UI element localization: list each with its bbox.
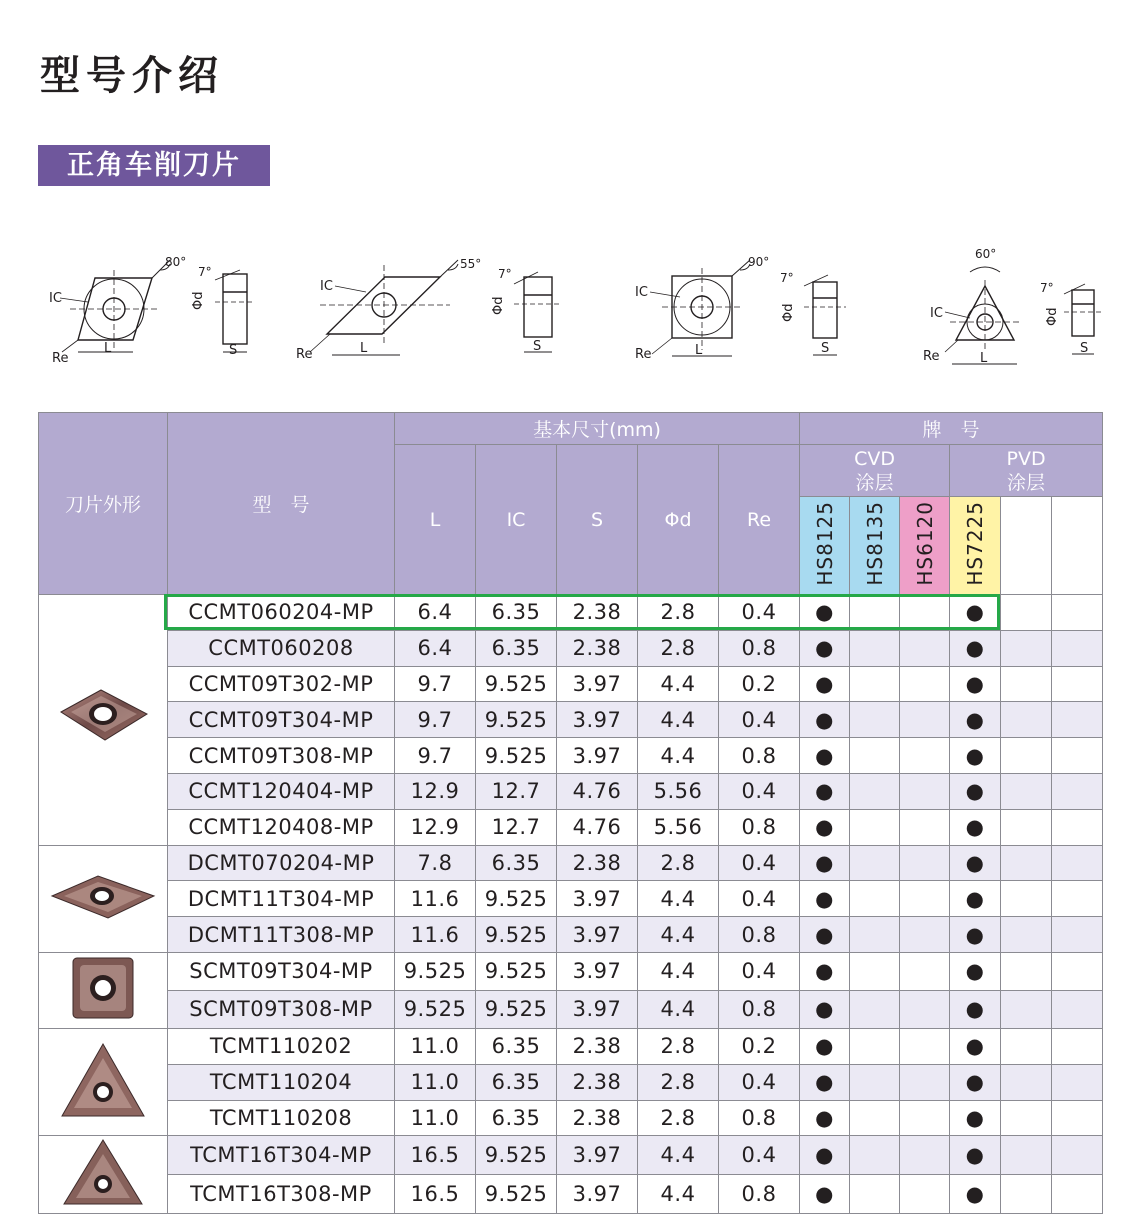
table-row bbox=[39, 917, 1103, 953]
dim-S-cell: 2.38 bbox=[557, 595, 638, 631]
spec-table bbox=[38, 412, 1103, 1214]
table-row bbox=[39, 630, 1103, 666]
dim-S-cell: 4.76 bbox=[557, 809, 638, 845]
grade-cell bbox=[1052, 630, 1103, 666]
dim-S-cell: 3.97 bbox=[557, 1136, 638, 1175]
spec-table-body bbox=[39, 595, 1103, 1214]
dim-IC-cell: 6.35 bbox=[476, 1028, 557, 1064]
dim-Re-cell: 0.4 bbox=[719, 881, 800, 917]
grade-cell: ● bbox=[950, 990, 1001, 1028]
dim-IC-cell: 6.35 bbox=[476, 630, 557, 666]
dim-L-cell: 7.8 bbox=[395, 845, 476, 881]
model-cell: TCMT110202 bbox=[168, 1028, 395, 1064]
grade-cell bbox=[900, 1064, 950, 1100]
dim-Re-cell: 0.4 bbox=[719, 952, 800, 990]
dim-Re-cell: 0.4 bbox=[719, 773, 800, 809]
grade-cell bbox=[1001, 1136, 1052, 1175]
grade-cell bbox=[850, 809, 900, 845]
grade-cell bbox=[900, 1100, 950, 1136]
header-dim-L: L bbox=[395, 445, 476, 595]
grade-cell: ● bbox=[950, 809, 1001, 845]
diagram-square-90 bbox=[650, 260, 846, 356]
grade-cell bbox=[850, 952, 900, 990]
grade-cell bbox=[850, 917, 900, 953]
grade-cell: ● bbox=[800, 845, 850, 881]
insert-diagrams bbox=[40, 240, 1110, 380]
grade-cell bbox=[900, 773, 950, 809]
grade-cell: ● bbox=[950, 1028, 1001, 1064]
dim-S-cell: 2.38 bbox=[557, 1100, 638, 1136]
dim-Re-cell: 0.8 bbox=[719, 1175, 800, 1214]
diagram1-angle: 80° bbox=[165, 255, 187, 269]
grade-cell: ● bbox=[800, 630, 850, 666]
dim-IC-cell: 6.35 bbox=[476, 1064, 557, 1100]
dim-d-cell: 4.4 bbox=[638, 952, 719, 990]
diagram2-clearance: 7° bbox=[498, 267, 512, 281]
dim-L-cell: 9.7 bbox=[395, 666, 476, 702]
table-row bbox=[39, 1100, 1103, 1136]
grade-cell bbox=[1052, 1100, 1103, 1136]
dim-S-cell: 3.97 bbox=[557, 702, 638, 738]
dim-L-cell: 12.9 bbox=[395, 773, 476, 809]
dim-d-cell: 2.8 bbox=[638, 1028, 719, 1064]
dim-L-cell: 16.5 bbox=[395, 1175, 476, 1214]
dim-d-cell: 4.4 bbox=[638, 881, 719, 917]
dim-S-cell: 2.38 bbox=[557, 630, 638, 666]
dim-S-cell: 3.97 bbox=[557, 666, 638, 702]
dim-S-cell: 3.97 bbox=[557, 1175, 638, 1214]
dim-S-cell: 3.97 bbox=[557, 952, 638, 990]
grade-cell bbox=[1052, 1175, 1103, 1214]
dim-d-cell: 4.4 bbox=[638, 1136, 719, 1175]
model-cell: TCMT110208 bbox=[168, 1100, 395, 1136]
grade-cell: ● bbox=[800, 990, 850, 1028]
table-row bbox=[39, 1175, 1103, 1214]
grade-cell bbox=[1052, 809, 1103, 845]
diagram2-angle: 55° bbox=[460, 257, 482, 271]
grade-cell: ● bbox=[800, 1064, 850, 1100]
dim-IC-cell: 6.35 bbox=[476, 845, 557, 881]
dim-S-cell: 4.76 bbox=[557, 773, 638, 809]
grade-cell bbox=[1001, 1175, 1052, 1214]
dim-IC-cell: 12.7 bbox=[476, 773, 557, 809]
dim-L-cell: 11.0 bbox=[395, 1064, 476, 1100]
table-row bbox=[39, 773, 1103, 809]
dim-L-cell: 9.7 bbox=[395, 702, 476, 738]
dim-d-cell: 4.4 bbox=[638, 702, 719, 738]
model-cell: CCMT09T304-MP bbox=[168, 702, 395, 738]
dim-d-cell: 2.8 bbox=[638, 595, 719, 631]
dim-IC-cell: 9.525 bbox=[476, 952, 557, 990]
dim-S-cell: 3.97 bbox=[557, 881, 638, 917]
dim-L-cell: 12.9 bbox=[395, 809, 476, 845]
triangle-insert-small-image bbox=[39, 1028, 168, 1135]
diagram3-d: Φd bbox=[781, 303, 796, 322]
grade-cell bbox=[900, 738, 950, 774]
dim-Re-cell: 0.4 bbox=[719, 702, 800, 738]
grade-cell bbox=[1001, 881, 1052, 917]
diagram1-re: Re bbox=[52, 351, 69, 366]
diagram-rhombus-55 bbox=[310, 260, 560, 355]
grade-cell bbox=[850, 702, 900, 738]
header-dim-S: S bbox=[557, 445, 638, 595]
model-cell: CCMT09T308-MP bbox=[168, 738, 395, 774]
diagram2-s: S bbox=[533, 339, 542, 354]
diagram2-ic: IC bbox=[320, 279, 333, 294]
dim-L-cell: 9.7 bbox=[395, 738, 476, 774]
grade-cell: ● bbox=[950, 738, 1001, 774]
grade-cell bbox=[1052, 952, 1103, 990]
grade-cell bbox=[900, 1028, 950, 1064]
grade-cell bbox=[850, 1100, 900, 1136]
model-cell: CCMT120404-MP bbox=[168, 773, 395, 809]
dim-IC-cell: 9.525 bbox=[476, 990, 557, 1028]
grade-cell bbox=[850, 1136, 900, 1175]
model-cell: CCMT060204-MP bbox=[168, 595, 395, 631]
header-cvd: CVD 涂层 bbox=[800, 445, 950, 497]
grade-cell: ● bbox=[800, 917, 850, 953]
dim-Re-cell: 0.8 bbox=[719, 1100, 800, 1136]
grade-empty-1 bbox=[1001, 497, 1052, 595]
diagram1-d: Φd bbox=[191, 291, 206, 310]
diagram2-re: Re bbox=[296, 347, 313, 362]
dim-Re-cell: 0.4 bbox=[719, 595, 800, 631]
dim-Re-cell: 0.8 bbox=[719, 990, 800, 1028]
dim-Re-cell: 0.8 bbox=[719, 630, 800, 666]
dim-d-cell: 2.8 bbox=[638, 1100, 719, 1136]
diagram1-clearance: 7° bbox=[198, 265, 212, 279]
table-row bbox=[39, 595, 1103, 631]
grade-cell bbox=[1052, 845, 1103, 881]
grade-cell: ● bbox=[950, 881, 1001, 917]
grade-cell bbox=[1052, 1136, 1103, 1175]
dim-L-cell: 16.5 bbox=[395, 1136, 476, 1175]
grade-cell bbox=[1001, 595, 1052, 631]
table-row bbox=[39, 702, 1103, 738]
grade-cell bbox=[1001, 702, 1052, 738]
dim-IC-cell: 9.525 bbox=[476, 702, 557, 738]
model-cell: SCMT09T308-MP bbox=[168, 990, 395, 1028]
diagram3-s: S bbox=[821, 341, 830, 356]
grade-cell bbox=[850, 845, 900, 881]
grade-cell: ● bbox=[950, 630, 1001, 666]
grade-cell: ● bbox=[800, 595, 850, 631]
grade-cell bbox=[1052, 595, 1103, 631]
grade-cell: ● bbox=[950, 1175, 1001, 1214]
grade-cell bbox=[900, 595, 950, 631]
dim-IC-cell: 6.35 bbox=[476, 595, 557, 631]
table-row bbox=[39, 666, 1103, 702]
grade-cell: ● bbox=[950, 702, 1001, 738]
dim-S-cell: 3.97 bbox=[557, 738, 638, 774]
grade-cell bbox=[900, 917, 950, 953]
grade-hs6120: HS6120 bbox=[900, 497, 950, 595]
rhombus-80-insert-image bbox=[39, 595, 168, 846]
grade-cell: ● bbox=[800, 1175, 850, 1214]
grade-cell bbox=[900, 1175, 950, 1214]
grade-cell: ● bbox=[800, 1136, 850, 1175]
dim-IC-cell: 9.525 bbox=[476, 666, 557, 702]
grade-cell bbox=[1001, 917, 1052, 953]
model-cell: TCMT110204 bbox=[168, 1064, 395, 1100]
table-row bbox=[39, 1028, 1103, 1064]
dim-L-cell: 9.525 bbox=[395, 952, 476, 990]
dim-Re-cell: 0.4 bbox=[719, 1064, 800, 1100]
dim-IC-cell: 9.525 bbox=[476, 881, 557, 917]
dim-IC-cell: 9.525 bbox=[476, 738, 557, 774]
grade-cell bbox=[850, 738, 900, 774]
dim-IC-cell: 12.7 bbox=[476, 809, 557, 845]
diagram4-re: Re bbox=[923, 349, 940, 364]
diagram3-re: Re bbox=[635, 347, 652, 362]
grade-empty-2 bbox=[1052, 497, 1103, 595]
grade-cell: ● bbox=[950, 773, 1001, 809]
grade-cell: ● bbox=[950, 595, 1001, 631]
model-cell: DCMT11T308-MP bbox=[168, 917, 395, 953]
dim-IC-cell: 9.525 bbox=[476, 1175, 557, 1214]
grade-cell bbox=[1052, 1028, 1103, 1064]
header-model: 型 号 bbox=[168, 413, 395, 595]
grade-cell bbox=[1052, 702, 1103, 738]
diagram4-ic: IC bbox=[930, 306, 943, 321]
header-grade: 牌 号 bbox=[800, 413, 1103, 445]
grade-cell bbox=[1001, 990, 1052, 1028]
grade-cell: ● bbox=[950, 1100, 1001, 1136]
diagram1-ic: IC bbox=[49, 291, 62, 306]
dim-Re-cell: 0.4 bbox=[719, 1136, 800, 1175]
header-dim-Re: Re bbox=[719, 445, 800, 595]
grade-cell bbox=[1001, 1028, 1052, 1064]
grade-cell: ● bbox=[800, 1100, 850, 1136]
diagram2-d: Φd bbox=[491, 296, 506, 315]
dim-L-cell: 6.4 bbox=[395, 630, 476, 666]
dim-Re-cell: 0.4 bbox=[719, 845, 800, 881]
dim-S-cell: 3.97 bbox=[557, 990, 638, 1028]
model-cell: DCMT070204-MP bbox=[168, 845, 395, 881]
grade-hs7225: HS7225 bbox=[950, 497, 1001, 595]
table-row bbox=[39, 990, 1103, 1028]
dim-IC-cell: 9.525 bbox=[476, 1136, 557, 1175]
header-pvd: PVD 涂层 bbox=[950, 445, 1103, 497]
grade-cell bbox=[900, 845, 950, 881]
table-row bbox=[39, 881, 1103, 917]
dim-L-cell: 9.525 bbox=[395, 990, 476, 1028]
diagram3-clearance: 7° bbox=[780, 271, 794, 285]
grade-cell bbox=[850, 1064, 900, 1100]
grade-cell bbox=[1052, 881, 1103, 917]
model-cell: TCMT16T304-MP bbox=[168, 1136, 395, 1175]
grade-cell bbox=[1052, 773, 1103, 809]
grade-cell bbox=[850, 990, 900, 1028]
dim-S-cell: 2.38 bbox=[557, 1064, 638, 1100]
diagram4-s: S bbox=[1080, 341, 1089, 356]
grade-cell: ● bbox=[800, 738, 850, 774]
dim-Re-cell: 0.2 bbox=[719, 666, 800, 702]
grade-cell bbox=[900, 630, 950, 666]
header-dim-IC: IC bbox=[476, 445, 557, 595]
dim-L-cell: 11.0 bbox=[395, 1028, 476, 1064]
grade-cell: ● bbox=[800, 1028, 850, 1064]
dim-d-cell: 4.4 bbox=[638, 738, 719, 774]
grade-cell: ● bbox=[800, 881, 850, 917]
dim-L-cell: 11.6 bbox=[395, 917, 476, 953]
dim-IC-cell: 6.35 bbox=[476, 1100, 557, 1136]
grade-cell: ● bbox=[950, 666, 1001, 702]
diagram4-clearance: 7° bbox=[1040, 281, 1054, 295]
grade-cell bbox=[1052, 990, 1103, 1028]
grade-cell bbox=[900, 990, 950, 1028]
dim-Re-cell: 0.8 bbox=[719, 917, 800, 953]
grade-hs8125: HS8125 bbox=[800, 497, 850, 595]
dim-IC-cell: 9.525 bbox=[476, 917, 557, 953]
grade-cell bbox=[1052, 666, 1103, 702]
grade-cell bbox=[1001, 952, 1052, 990]
model-cell: SCMT09T304-MP bbox=[168, 952, 395, 990]
grade-cell bbox=[850, 1175, 900, 1214]
grade-cell bbox=[1001, 773, 1052, 809]
grade-cell bbox=[850, 666, 900, 702]
dim-L-cell: 6.4 bbox=[395, 595, 476, 631]
diagram2-l: L bbox=[360, 341, 368, 356]
dim-S-cell: 2.38 bbox=[557, 1028, 638, 1064]
dim-d-cell: 4.4 bbox=[638, 666, 719, 702]
grade-cell: ● bbox=[950, 1136, 1001, 1175]
diagram3-ic: IC bbox=[635, 285, 648, 300]
model-cell: CCMT120408-MP bbox=[168, 809, 395, 845]
grade-cell: ● bbox=[800, 702, 850, 738]
grade-cell bbox=[1001, 845, 1052, 881]
diagram3-l: L bbox=[695, 343, 703, 358]
table-row bbox=[39, 952, 1103, 990]
rhombus-55-insert-image bbox=[39, 845, 168, 952]
grade-cell: ● bbox=[800, 666, 850, 702]
dim-Re-cell: 0.8 bbox=[719, 738, 800, 774]
dim-d-cell: 5.56 bbox=[638, 773, 719, 809]
grade-cell: ● bbox=[800, 952, 850, 990]
grade-cell: ● bbox=[800, 773, 850, 809]
grade-cell bbox=[1001, 809, 1052, 845]
model-cell: TCMT16T308-MP bbox=[168, 1175, 395, 1214]
diagram1-l: L bbox=[104, 341, 112, 356]
grade-cell bbox=[900, 702, 950, 738]
dim-Re-cell: 0.2 bbox=[719, 1028, 800, 1064]
model-cell: CCMT060208 bbox=[168, 630, 395, 666]
diagram-rhombus-80 bbox=[60, 260, 255, 352]
dim-L-cell: 11.0 bbox=[395, 1100, 476, 1136]
grade-cell bbox=[1052, 738, 1103, 774]
grade-cell: ● bbox=[950, 952, 1001, 990]
table-row bbox=[39, 738, 1103, 774]
grade-cell bbox=[850, 595, 900, 631]
grade-cell bbox=[900, 881, 950, 917]
grade-cell: ● bbox=[950, 845, 1001, 881]
grade-cell bbox=[900, 952, 950, 990]
grade-cell bbox=[850, 1028, 900, 1064]
model-cell: DCMT11T304-MP bbox=[168, 881, 395, 917]
table-row bbox=[39, 1136, 1103, 1175]
grade-cell bbox=[900, 809, 950, 845]
grade-cell bbox=[1052, 917, 1103, 953]
table-row bbox=[39, 845, 1103, 881]
header-dimensions: 基本尺寸(mm) bbox=[395, 413, 800, 445]
dim-Re-cell: 0.8 bbox=[719, 809, 800, 845]
grade-cell bbox=[1001, 738, 1052, 774]
grade-cell bbox=[1001, 1064, 1052, 1100]
dim-S-cell: 2.38 bbox=[557, 845, 638, 881]
grade-cell bbox=[900, 1136, 950, 1175]
grade-cell bbox=[1052, 1064, 1103, 1100]
grade-cell bbox=[1001, 666, 1052, 702]
table-row bbox=[39, 1064, 1103, 1100]
grade-cell bbox=[1001, 1100, 1052, 1136]
table-row bbox=[39, 809, 1103, 845]
grade-cell: ● bbox=[800, 809, 850, 845]
dim-d-cell: 4.4 bbox=[638, 917, 719, 953]
header-shape: 刀片外形 bbox=[39, 413, 168, 595]
dim-d-cell: 2.8 bbox=[638, 1064, 719, 1100]
grade-hs8135: HS8135 bbox=[850, 497, 900, 595]
dim-d-cell: 2.8 bbox=[638, 630, 719, 666]
dim-d-cell: 4.4 bbox=[638, 990, 719, 1028]
grade-cell bbox=[850, 881, 900, 917]
model-cell: CCMT09T302-MP bbox=[168, 666, 395, 702]
grade-cell bbox=[850, 773, 900, 809]
dim-d-cell: 4.4 bbox=[638, 1175, 719, 1214]
triangle-insert-large-image bbox=[39, 1136, 168, 1214]
dim-d-cell: 5.56 bbox=[638, 809, 719, 845]
grade-cell bbox=[900, 666, 950, 702]
dim-d-cell: 2.8 bbox=[638, 845, 719, 881]
diagram4-angle: 60° bbox=[975, 247, 997, 261]
diagram1-s: S bbox=[229, 343, 238, 358]
diagram4-d: Φd bbox=[1045, 307, 1060, 326]
square-insert-image bbox=[39, 952, 168, 1028]
grade-cell: ● bbox=[950, 917, 1001, 953]
grade-cell bbox=[1001, 630, 1052, 666]
page-title: 型号介绍 bbox=[40, 53, 224, 99]
dim-L-cell: 11.6 bbox=[395, 881, 476, 917]
diagram4-l: L bbox=[980, 351, 988, 366]
section-title: 正角车削刀片 bbox=[38, 145, 270, 186]
dim-S-cell: 3.97 bbox=[557, 917, 638, 953]
insert-diagrams-svg bbox=[40, 240, 1110, 380]
grade-cell bbox=[850, 630, 900, 666]
diagram3-angle: 90° bbox=[748, 255, 770, 269]
diagram-triangle-60 bbox=[945, 267, 1102, 364]
grade-cell: ● bbox=[950, 1064, 1001, 1100]
header-dim-d: Φd bbox=[638, 445, 719, 595]
